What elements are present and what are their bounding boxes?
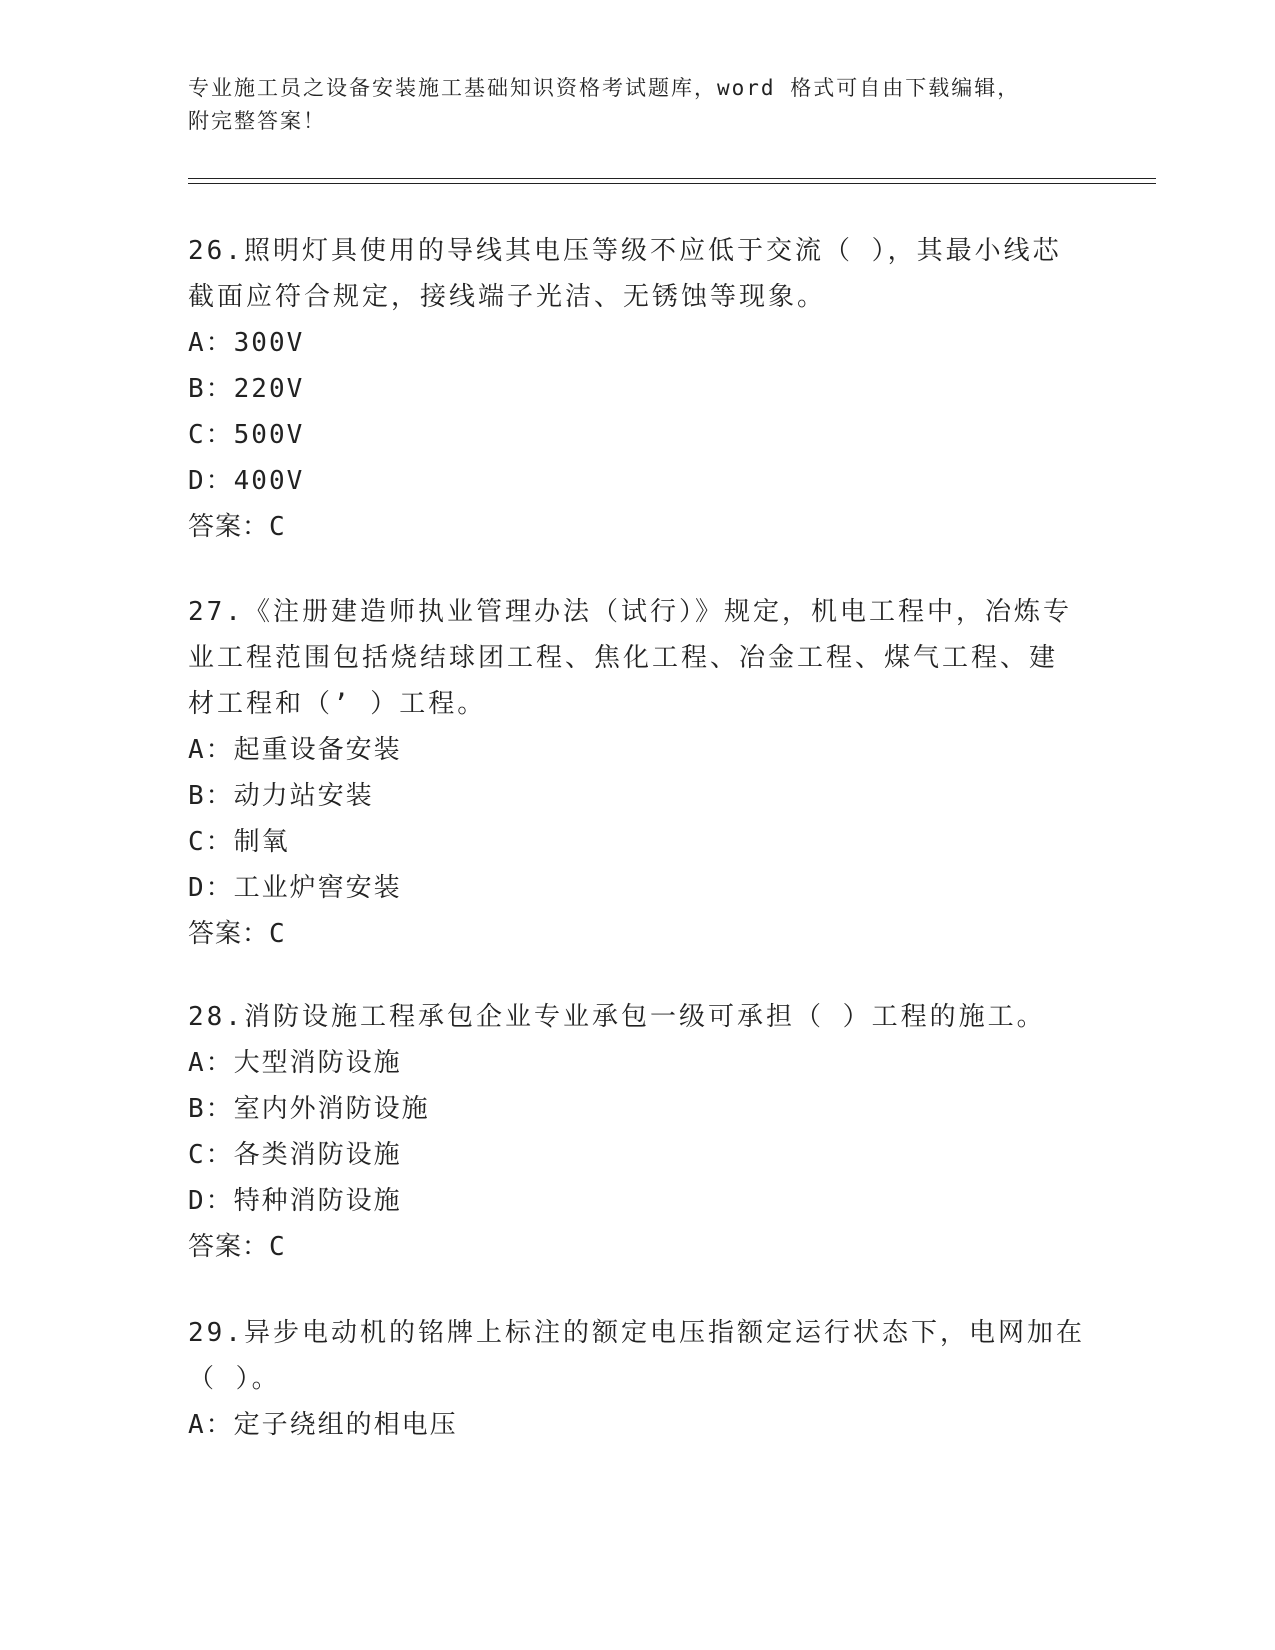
answer-line [188,1224,1088,1270]
question-27 [188,589,1088,957]
option-d: D：特种消防设施 [188,1186,402,1216]
answer-value: C [269,1232,286,1262]
option-a: A：定子绕组的相电压 [188,1410,458,1440]
answer-label: 答案： [188,1232,270,1262]
answer-line [188,504,1088,550]
option-a: A：起重设备安装 [188,735,402,765]
option-b: B：室内外消防设施 [188,1094,430,1124]
question-stem-line: 截面应符合规定，接线端子光洁、无锈蚀等现象。 [188,282,827,312]
answer-value: C [269,512,286,542]
question-stem-line: 材工程和（’ ）工程。 [188,689,487,719]
question-stem-line: 26.照明灯具使用的导线其电压等级不应低于交流（ ），其最小线芯 [188,236,1062,266]
question-stem-line: 28.消防设施工程承包企业专业承包一级可承担（ ）工程的施工。 [188,1002,1046,1032]
question-29 [188,1310,1088,1448]
header-line-2: 附完整答案！ [188,109,326,133]
header-divider-bottom [188,183,1156,184]
question-stem-line: 27.《注册建造师执业管理办法（试行）》规定，机电工程中，冶炼专 [188,597,1072,627]
answer-value: C [269,919,286,949]
header-line-1: 专业施工员之设备安装施工基础知识资格考试题库，word 格式可自由下载编辑， [188,76,1021,100]
option-b: B：220V [188,374,305,404]
option-d: D：工业炉窖安装 [188,873,402,903]
question-stem-line: 业工程范围包括烧结球团工程、焦化工程、冶金工程、煤气工程、建 [188,643,1059,673]
answer-label: 答案： [188,919,270,949]
option-c: C：各类消防设施 [188,1140,402,1170]
answer-line [188,911,1088,957]
option-a: A：300V [188,328,305,358]
document-header [188,72,1068,138]
header-divider-top [188,178,1156,179]
option-b: B：动力站安装 [188,781,374,811]
question-26 [188,228,1088,550]
question-28 [188,994,1088,1270]
answer-label: 答案： [188,512,270,542]
option-d: D：400V [188,466,305,496]
option-c: C：制氧 [188,827,290,857]
question-stem-line: （ ）。 [188,1364,281,1394]
option-c: C：500V [188,420,305,450]
question-stem-line: 29.异步电动机的铭牌上标注的额定电压指额定运行状态下，电网加在 [188,1318,1085,1348]
option-a: A：大型消防设施 [188,1048,402,1078]
